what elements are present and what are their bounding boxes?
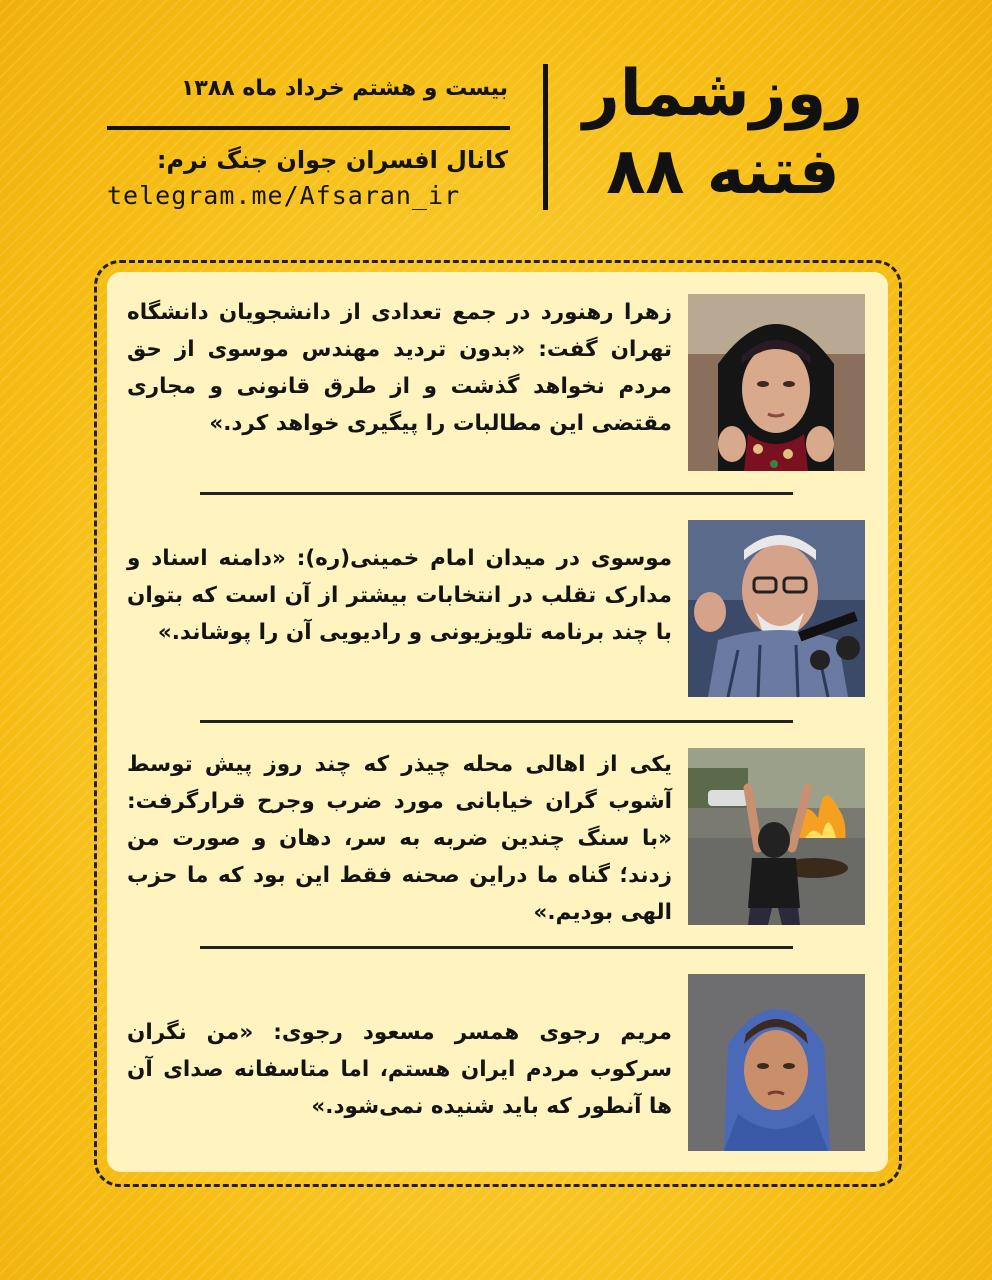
entry-quote: موسوی در میدان امام خمینی(ره): «دامنه اسناد و مدارک تقلب در انتخابات بیشتر از آن است که بتوان با چند برنامه تلویزیونی و رادیویی آن را پوشاند.»	[127, 546, 672, 645]
channel-label: کانال افسران جوان جنگ نرم:	[156, 146, 508, 174]
entry-separator	[200, 720, 793, 723]
entry-quote: مریم رجوی همسر مسعود رجوی: «من نگران سرکوب مردم ایران هستم، اما متاسفانه صدای آن ها آنطور که باید شنیده نمی‌شود.»	[127, 1020, 672, 1119]
title-line-2: فتنه ۸۸	[606, 135, 840, 209]
entry-photo	[688, 520, 865, 697]
date-line: بیست و هشتم خرداد ماه ۱۳۸۸	[180, 76, 508, 101]
woman-blue-headscarf-photo-icon	[688, 974, 865, 1151]
title-line-1: روزشمار	[582, 57, 864, 131]
entry-photo	[688, 974, 865, 1151]
entry-separator	[200, 946, 793, 949]
entry-photo	[688, 294, 865, 471]
entry-quote: یکی از اهالی محله چیذر که چند روز پیش توسط آشوب گران خیابانی مورد ضرب وجرح قرارگرفت: «با سنگ چندین ضربه به سر، دهان و صورت من زدند؛ گناه ما دراین صحنه فقط این بود که ما حزب الهی بودیم.»	[127, 752, 672, 925]
content-panel	[107, 272, 888, 1172]
entry-photo	[688, 748, 865, 925]
protester-fire-street-photo-icon	[688, 748, 865, 925]
header-vertical-divider	[543, 64, 548, 210]
woman-black-chador-photo-icon	[688, 294, 865, 471]
entry-separator	[200, 492, 793, 495]
channel-url[interactable]: telegram.me/Afsaran_ir	[107, 181, 461, 210]
header-horizontal-divider	[107, 126, 510, 130]
man-speaking-microphone-photo-icon	[688, 520, 865, 697]
entry-quote: زهرا رهنورد در جمع تعدادی از دانشجویان دانشگاه تهران گفت: «بدون تردید مهندس موسوی از حق مردم نخواهد گذشت و از طرق قانونی و مجاری مقتضی این مطالبات را پیگیری خواهد کرد.»	[127, 300, 672, 436]
